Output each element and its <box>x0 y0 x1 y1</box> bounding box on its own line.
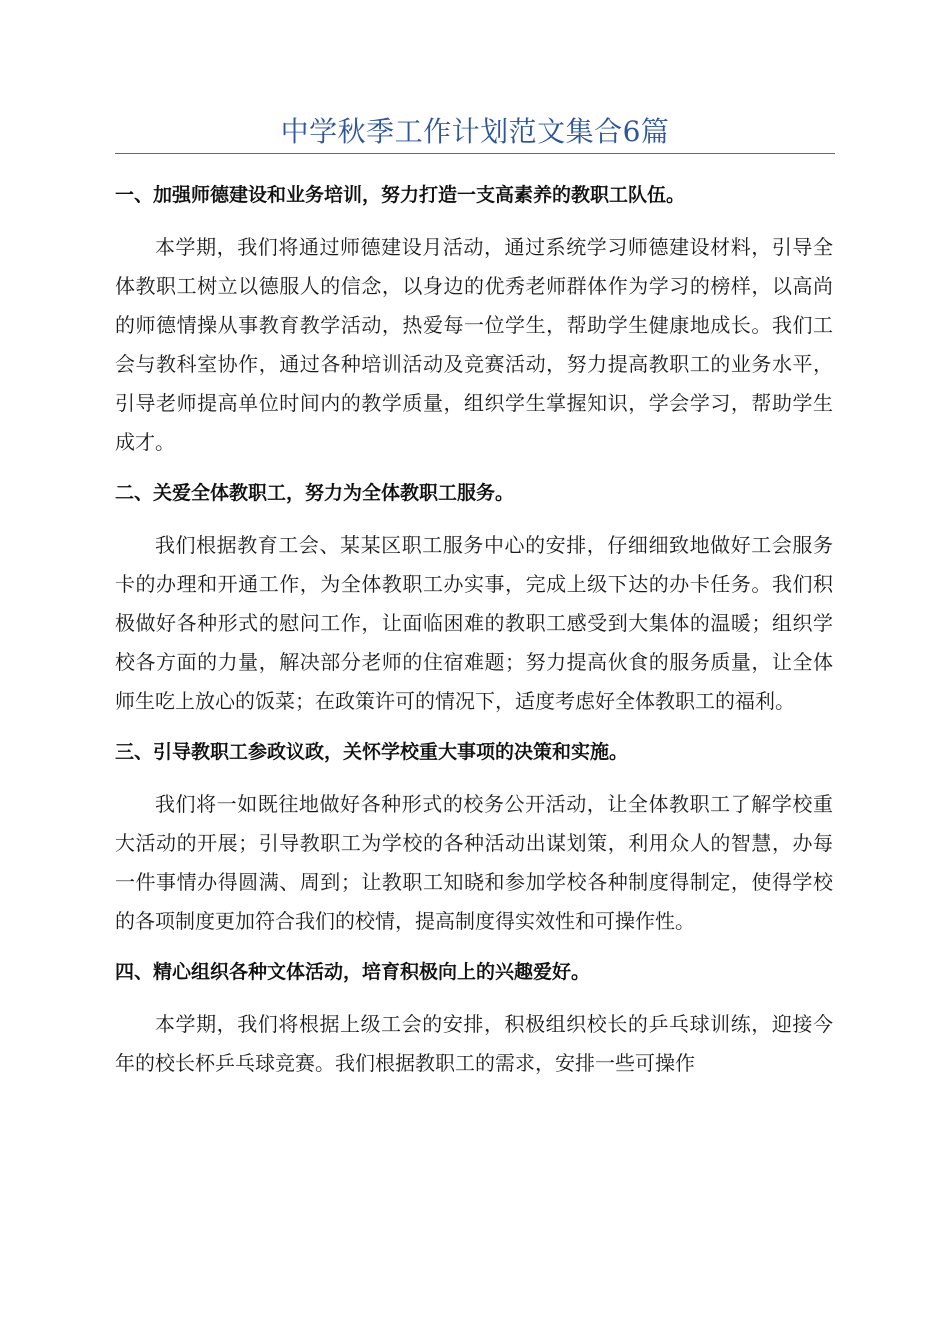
document-body <box>115 170 833 1099</box>
section-paragraph: 我们将一如既往地做好各种形式的校务公开活动，让全体教职工了解学校重大活动的开展；引导教职工为学校的各种活动出谋划策，利用众人的智慧，办每一件事情办得圆满、周到；让教职工知晓和参加学校各种制度得制定，使得学校的各项制度更加符合我们的校情，提高制度得实效性和可操作性。 <box>115 792 833 933</box>
section-4 <box>115 957 833 1083</box>
section-heading: 四、精心组织各种文体活动，培育积极向上的兴趣爱好。 <box>115 961 591 983</box>
section-heading: 一、加强师德建设和业务培训，努力打造一支高素养的教职工队伍。 <box>115 184 686 206</box>
section-3 <box>115 737 833 941</box>
section-heading: 二、关爱全体教职工，努力为全体教职工服务。 <box>115 482 515 504</box>
section-1 <box>115 180 833 462</box>
title-underline <box>115 153 835 154</box>
document-title: 中学秋季工作计划范文集合6篇 <box>280 115 670 148</box>
section-2 <box>115 478 833 721</box>
section-heading: 三、引导教职工参政议政，关怀学校重大事项的决策和实施。 <box>115 741 629 763</box>
section-paragraph: 我们根据教育工会、某某区职工服务中心的安排，仔细细致地做好工会服务卡的办理和开通工作，为全体教职工办实事，完成上级下达的办卡任务。我们积极做好各种形式的慰问工作，让面临困难的教职工感受到大集体的温暖；组织学校各方面的力量，解决部分老师的住宿难题；努力提高伙食的服务质量，让全体师生吃上放心的饭菜；在政策许可的情况下，适度考虑好全体教职工的福利。 <box>115 533 833 713</box>
section-paragraph: 本学期，我们将通过师德建设月活动，通过系统学习师德建设材料，引导全体教职工树立以德服人的信念，以身边的优秀老师群体作为学习的榜样，以高尚的师德情操从事教育教学活动，热爱每一位学生，帮助学生健康地成长。我们工会与教科室协作，通过各种培训活动及竞赛活动，努力提高教职工的业务水平，引导老师提高单位时间内的教学质量，组织学生掌握知识，学会学习，帮助学生成才。 <box>115 235 833 454</box>
section-paragraph: 本学期，我们将根据上级工会的安排，积极组织校长的乒乓球训练，迎接今年的校长杯乒乓球竞赛。我们根据教职工的需求，安排一些可操作 <box>115 1012 833 1075</box>
